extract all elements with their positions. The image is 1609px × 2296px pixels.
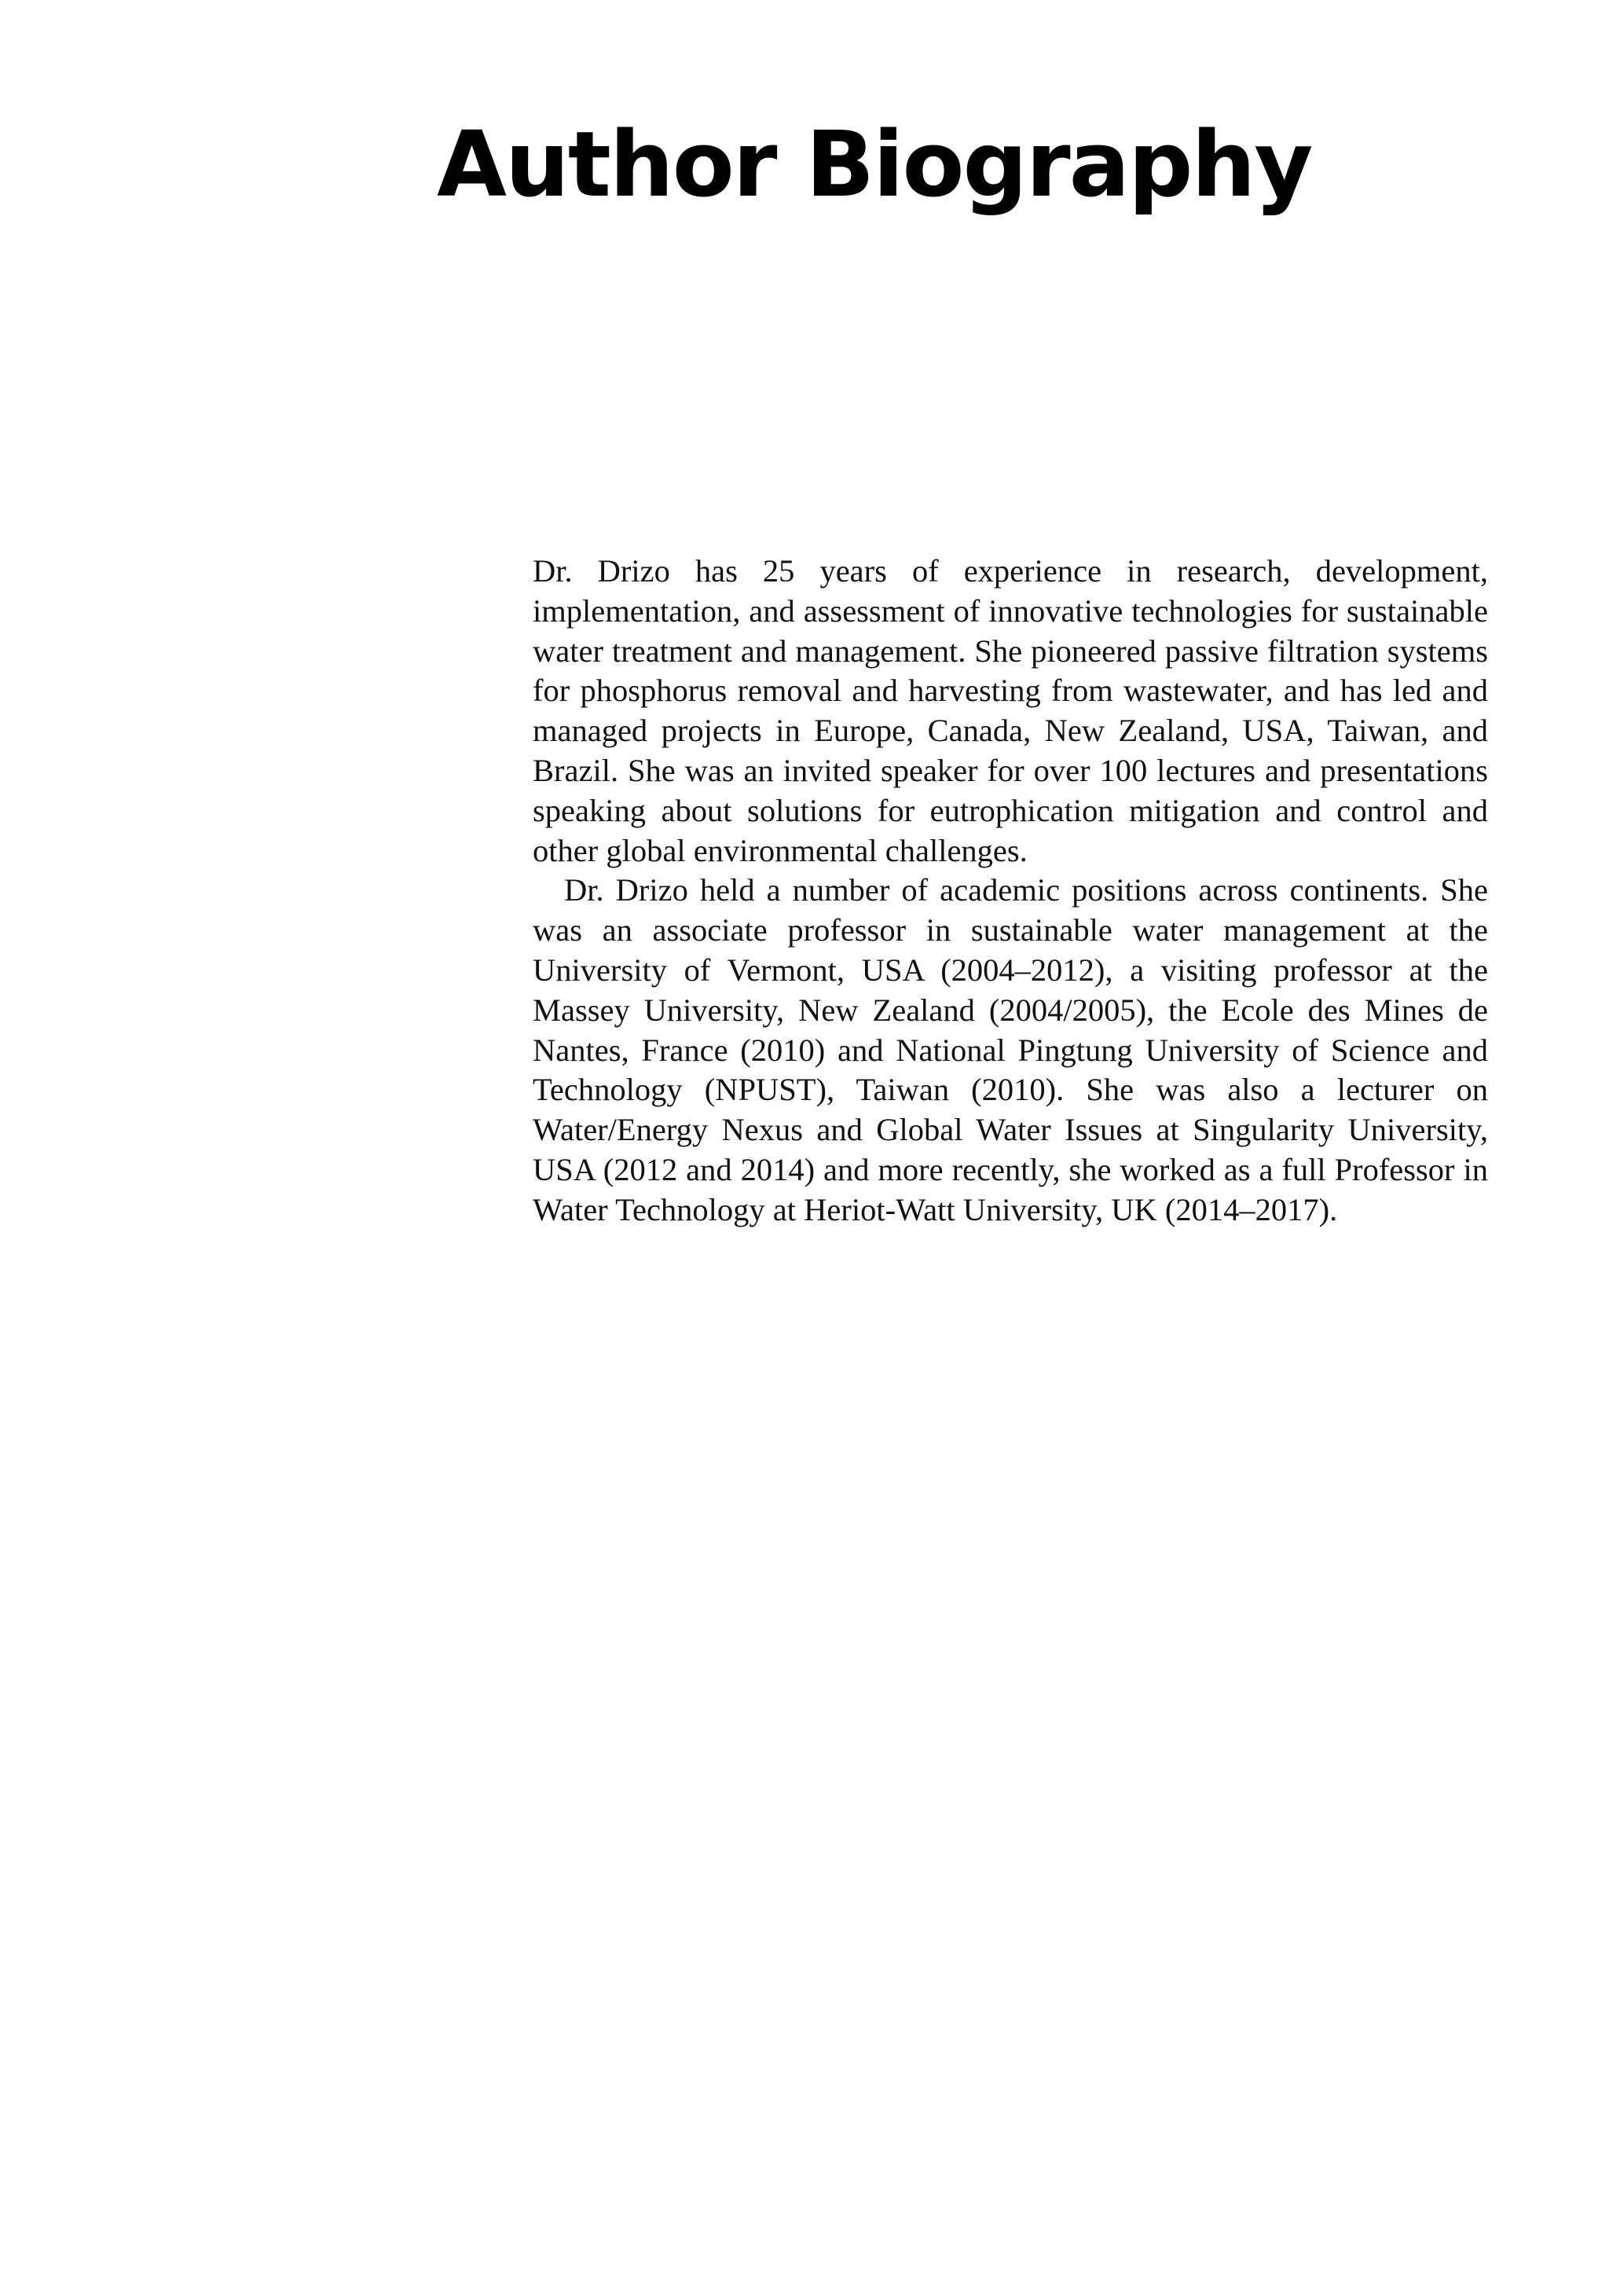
- biography-body: [533, 552, 1488, 1231]
- page-title: Author Biography: [437, 112, 1312, 218]
- biography-paragraph-1: Dr. Drizo has 25 years of experience in research, development, implementation, and assessment of innovative technologies for sustainable water treatment and management. She pioneered passive filtration systems for phosphorus removal and harvesting from wastewater, and has led and managed projects in Europe, Canada, New Zealand, USA, Taiwan, and Brazil. She was an invited speaker for over 100 lectures and presentations speaking about solutions for eutrophication mitigation and control and other global environmental challenges.: [533, 553, 1488, 868]
- biography-paragraph-2: Dr. Drizo held a number of academic positions across continents. She was an associate professor in sustainable water management at the University of Vermont, USA (2004–2012), a visiting professor at the Massey University, New Zealand (2004/2005), the Ecole des Mines de Nantes, France (2010) and National Pingtung University of Science and Technology (NPUST), Taiwan (2010). She was also a lecturer on Water/Energy Nexus and Global Water Issues at Singularity University, USA (2012 and 2014) and more recently, she worked as a full Professor in Water Technology at Heriot-Watt University, UK (2014–2017).: [533, 872, 1488, 1227]
